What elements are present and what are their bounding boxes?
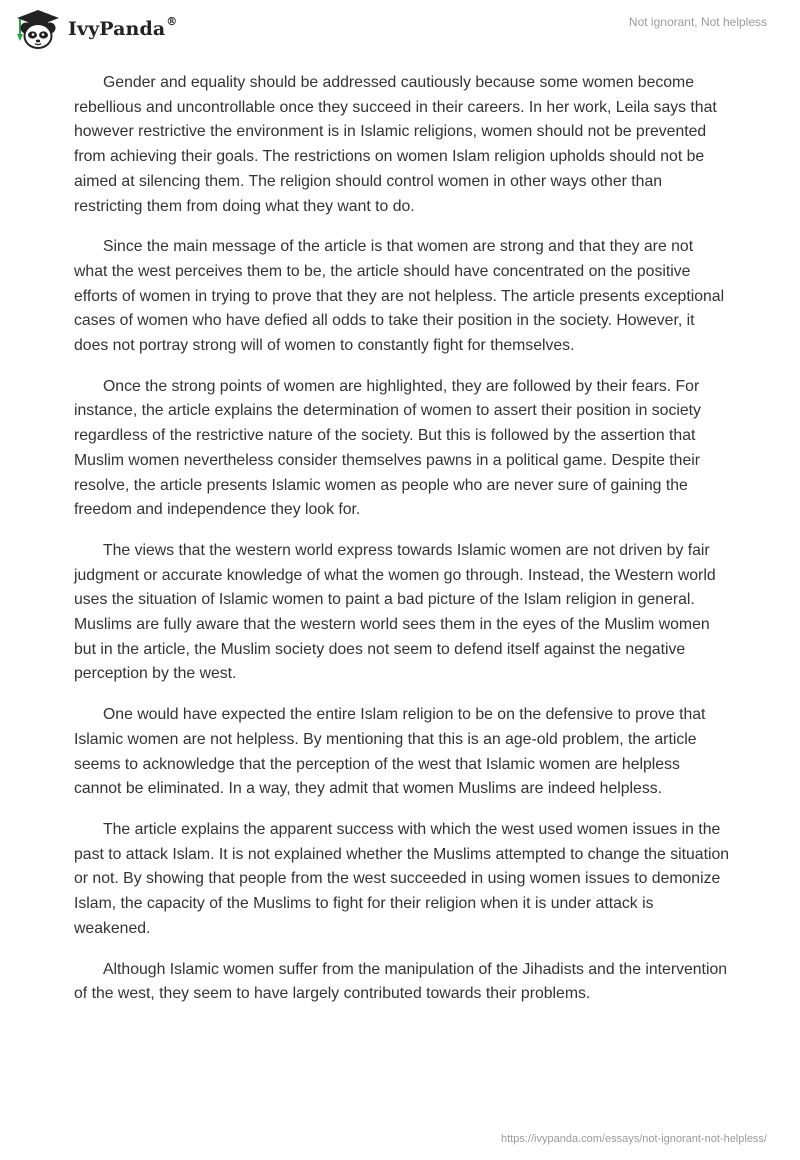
paragraph: The views that the western world express towards Islamic women are not driven by fair judgment or accurate knowledge of what the women go through. Instead, the Western world uses the situation of Islamic women to paint a bad picture of the Islam religion in general. Muslims are fully aware that the western world sees them in the eyes of the Muslim women but in the article, the Muslim society does not seem to defend itself against the negative perception by the west. bbox=[74, 541, 716, 683]
paragraph: Since the main message of the article is that women are strong and that they are not what the west perceives them to be, the article should have concentrated on the positive efforts of women in trying to prove that they are not helpless. The article presents exceptional cases of women who have defied all odds to take their position in the society. However, it does not portray strong will of women to constantly fight for themselves. bbox=[74, 238, 725, 355]
brand-logo[interactable] bbox=[14, 8, 177, 50]
brand-name: IvyPanda® bbox=[68, 15, 178, 40]
running-title: Not ignorant, Not helpless bbox=[628, 15, 767, 29]
essay-body bbox=[74, 71, 730, 1023]
paragraph: The article explains the apparent success with which the west used women issues in the past to attack Islam. It is not explained whether the Muslims attempted to change the situation or not. By showing that people from the west succeeded in using women issues to demonize Islam, the capacity of the Muslims to fight for their religion when it is under attack is weakened. bbox=[74, 820, 730, 937]
paragraph: Although Islamic women suffer from the manipulation of the Jihadists and the intervention of the west, they seem to have largely contributed towards their problems. bbox=[74, 960, 728, 1003]
source-url: https://ivypanda.com/essays/not-ignorant-not-helpless/ bbox=[501, 1133, 767, 1145]
panda-graduation-cap-icon bbox=[14, 8, 62, 50]
paragraph: Once the strong points of women are highlighted, they are followed by their fears. For instance, the article explains the determination of women to assert their position in society regardless of the restrictive nature of the society. But this is followed by the assertion that Muslim women nevertheless consider themselves pawns in a political game. Despite their resolve, the article presents Islamic women as people who are never sure of gaining the freedom and independence they look for. bbox=[74, 377, 701, 519]
paragraph: One would have expected the entire Islam religion to be on the defensive to prove that Islamic women are not helpless. By mentioning that this is an age-old problem, the article seems to acknowledge that the perception of the west that Islamic women are helpless cannot be eliminated. In a way, they admit that women Muslims are indeed helpless. bbox=[74, 706, 706, 798]
page-header bbox=[0, 0, 800, 70]
paragraph: Gender and equality should be addressed cautiously because some women become rebellious and uncontrollable once they succeed in their careers. In her work, Leila says that however restrictive the environment is in Islamic religions, women should not be prevented from achieving their goals. The restrictions on women Islam religion upholds should not be aimed at silencing them. The religion should control women in other ways other than restricting them from doing what they want to do. bbox=[74, 74, 717, 215]
